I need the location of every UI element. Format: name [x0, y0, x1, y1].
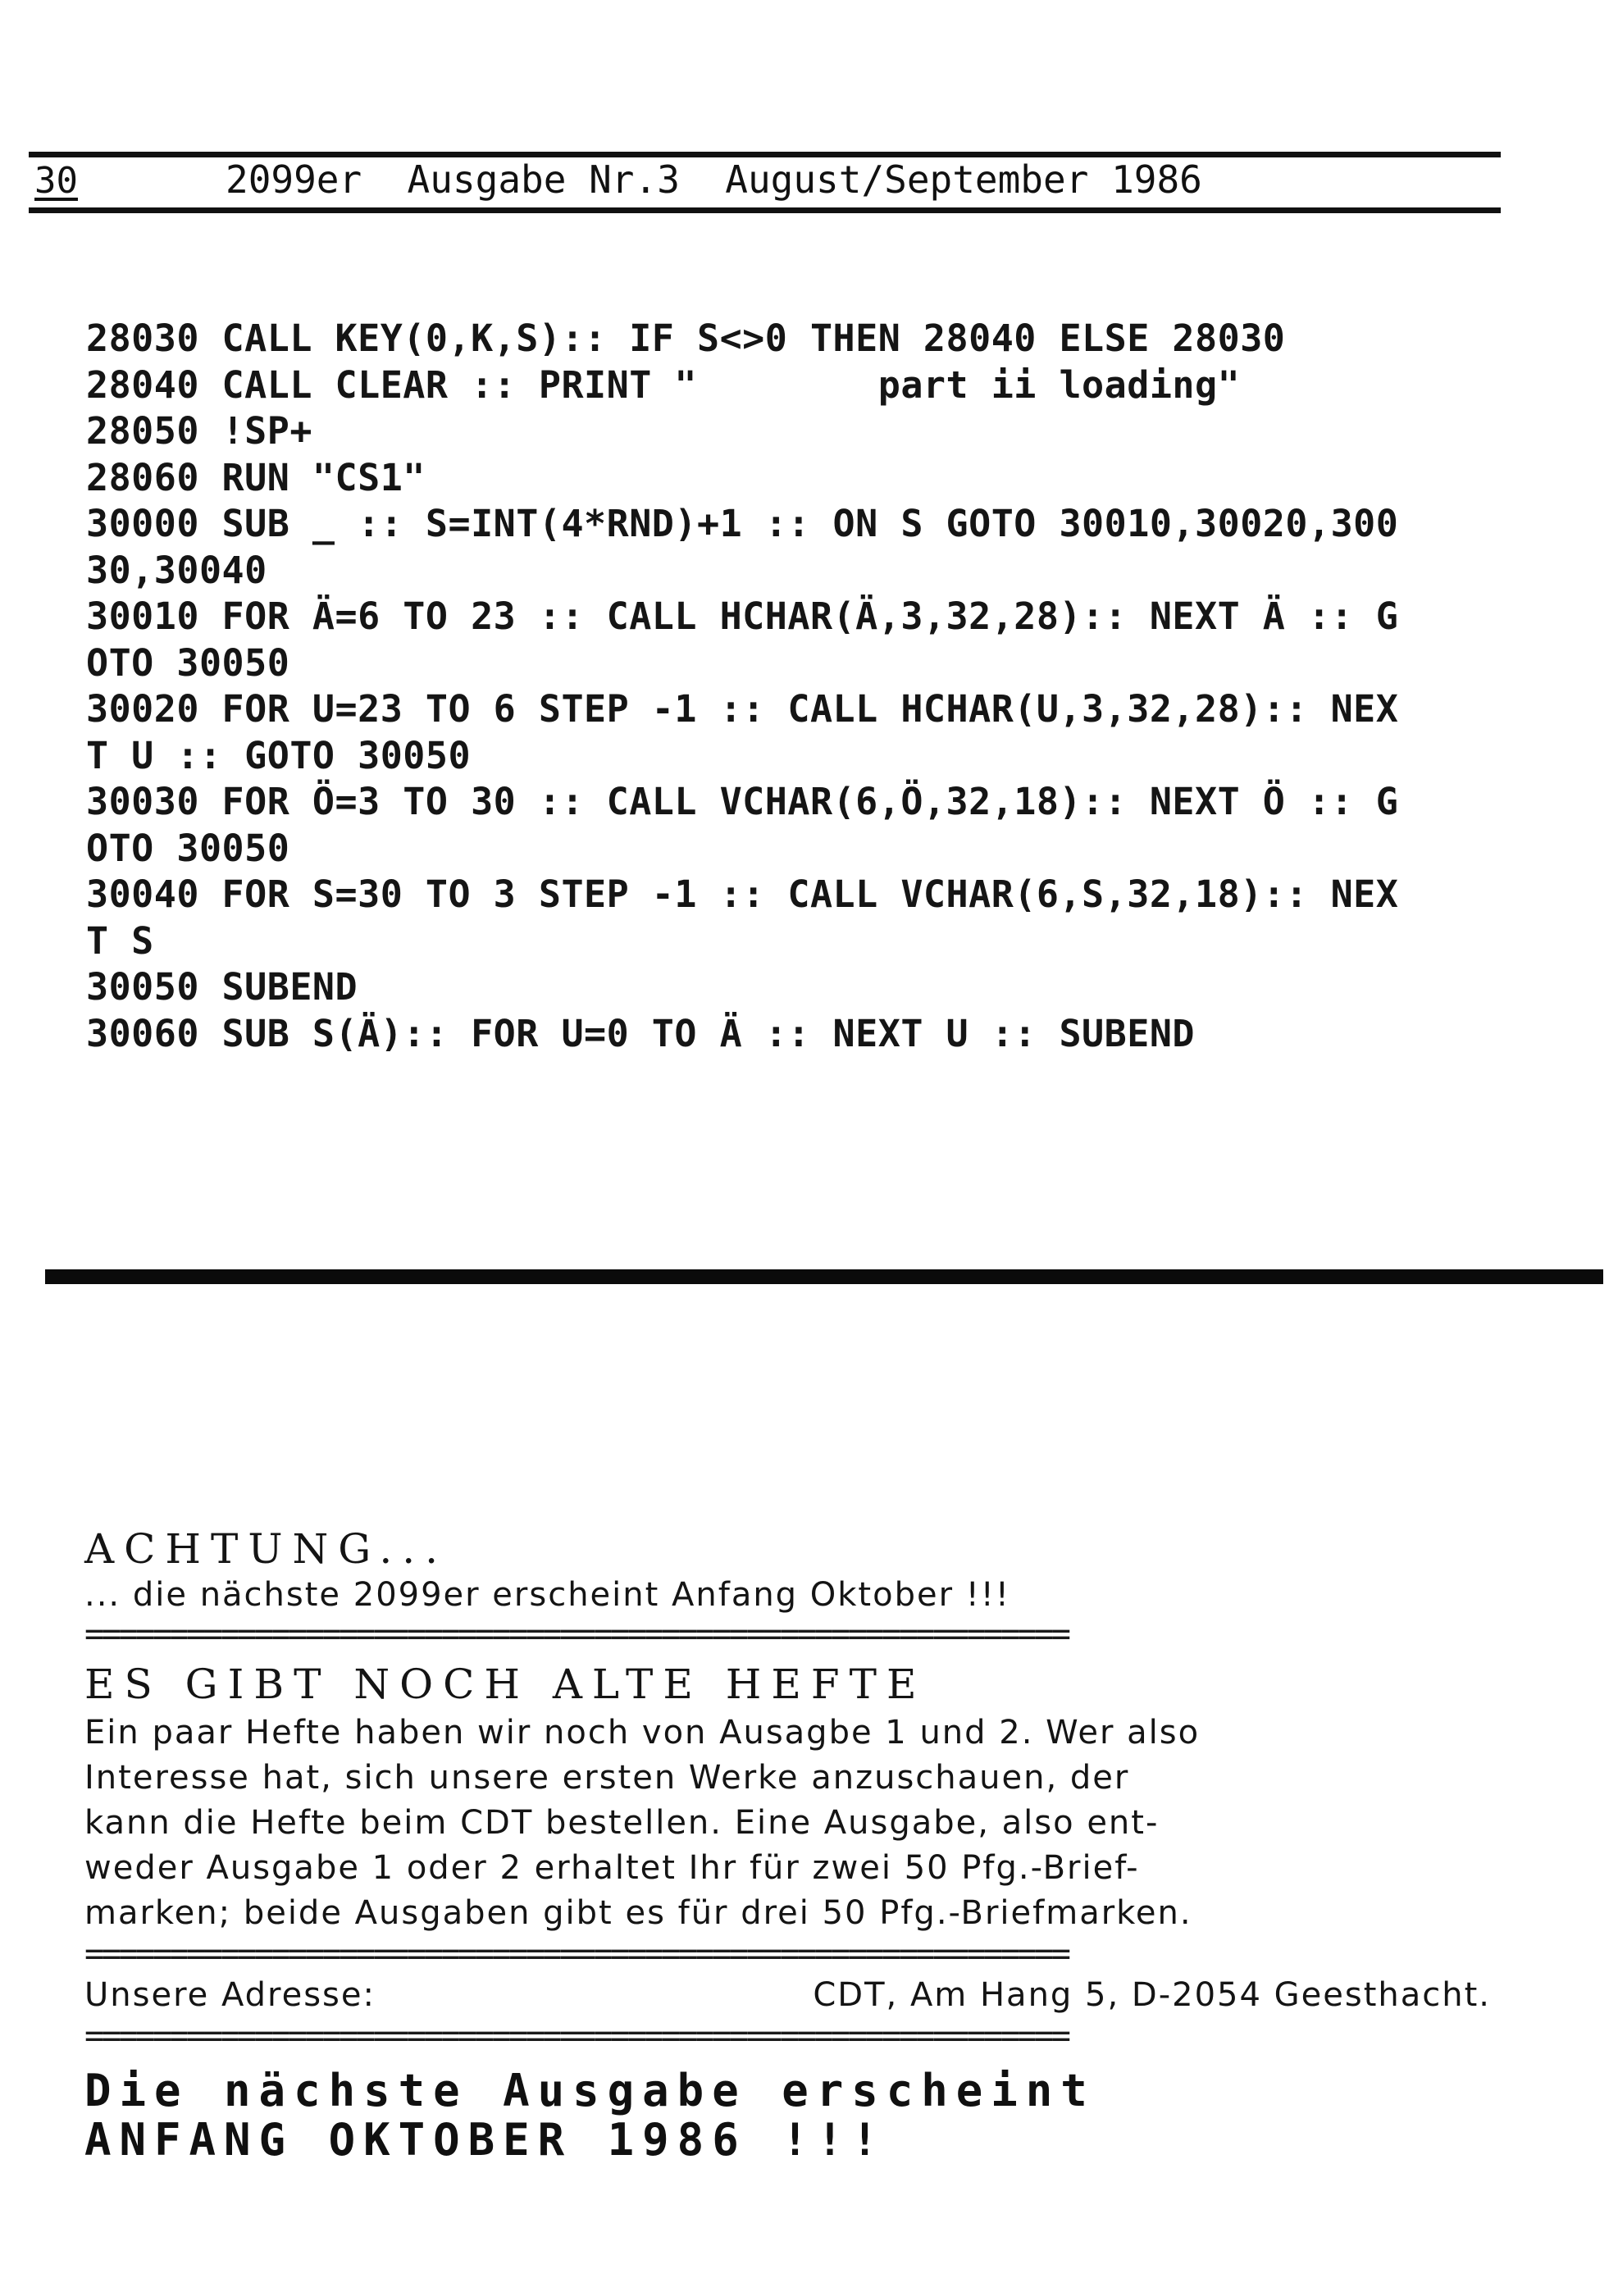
- section-divider: [45, 1269, 1603, 1284]
- code-line: 30010 FOR Ä=6 TO 23 :: CALL HCHAR(Ä,3,32,28):: NEXT Ä :: G: [86, 594, 1399, 638]
- code-line: T S: [86, 918, 154, 963]
- achtung-line-text: ... die nächste 2099er erscheint Anfang Oktober !!!: [84, 1576, 1010, 1614]
- code-line: 28050 !SP+: [86, 409, 312, 453]
- basic-listing: [86, 316, 1513, 1057]
- paragraph-line: kann die Hefte beim CDT bestellen. Eine Ausgabe, also ent-: [84, 1804, 1160, 1842]
- achtung-heading: ACHTUNG...: [84, 1525, 449, 1573]
- separator-line: ==========================================================: [84, 1615, 1069, 1653]
- page-number: 30: [34, 160, 78, 202]
- separator-line: ==========================================================: [84, 1935, 1069, 1973]
- separator-line: ==========================================================: [84, 2017, 1069, 2055]
- header-rule-bottom: [29, 207, 1501, 213]
- achtung-line: [84, 1576, 1491, 1614]
- code-line: 30040 FOR S=30 TO 3 STEP -1 :: CALL VCHAR(6,S,32,18):: NEX: [86, 872, 1399, 916]
- paragraph-line: weder Ausgabe 1 oder 2 erhaltet Ihr für zwei 50 Pfg.-Brief-: [84, 1849, 1140, 1887]
- address-label: Unsere Adresse:: [84, 1976, 376, 2014]
- code-line: OTO 30050: [86, 640, 290, 685]
- issue-title: 2099er Ausgabe Nr.3 August/September 1986: [226, 157, 1202, 202]
- code-line: 30020 FOR U=23 TO 6 STEP -1 :: CALL HCHAR(U,3,32,28):: NEX: [86, 687, 1399, 731]
- next-issue-date: ANFANG OKTOBER 1986 !!!: [84, 2114, 886, 2166]
- code-line: 30,30040: [86, 548, 267, 592]
- code-line: 30060 SUB S(Ä):: FOR U=0 TO Ä :: NEXT U :: SUBEND: [86, 1011, 1196, 1055]
- paragraph-line: marken; beide Ausgaben gibt es für drei 50 Pfg.-Briefmarken.: [84, 1894, 1192, 1932]
- code-line: OTO 30050: [86, 826, 290, 870]
- code-line: 30050 SUBEND: [86, 965, 358, 1009]
- paragraph-line: Interesse hat, sich unsere ersten Werke anzuschauen, der: [84, 1759, 1130, 1797]
- header-rule-top: [29, 152, 1501, 157]
- code-line: 30030 FOR Ö=3 TO 30 :: CALL VCHAR(6,Ö,32,18):: NEXT Ö :: G: [86, 780, 1399, 823]
- code-line: 30000 SUB _ :: S=INT(4*RND)+1 :: ON S GOTO 30010,30020,300: [86, 502, 1399, 545]
- alte-hefte-heading: ES GIBT NOCH ALTE HEFTE: [84, 1660, 927, 1708]
- code-line: 28060 RUN "CS1": [86, 455, 426, 499]
- code-line: T U :: GOTO 30050: [86, 733, 472, 777]
- next-issue-heading: Die nächste Ausgabe erscheint: [84, 2065, 1096, 2116]
- code-line: 28040 CALL CLEAR :: PRINT " part ii loading": [86, 362, 1241, 407]
- address-line: [84, 1976, 1491, 2014]
- code-line: 28030 CALL KEY(0,K,S):: IF S<>0 THEN 28040 ELSE 28030: [86, 317, 1286, 360]
- paragraph-line: Ein paar Hefte haben wir noch von Ausagbe 1 und 2. Wer also: [84, 1714, 1201, 1752]
- address-value: CDT, Am Hang 5, D-2054 Geesthacht.: [813, 1976, 1491, 2014]
